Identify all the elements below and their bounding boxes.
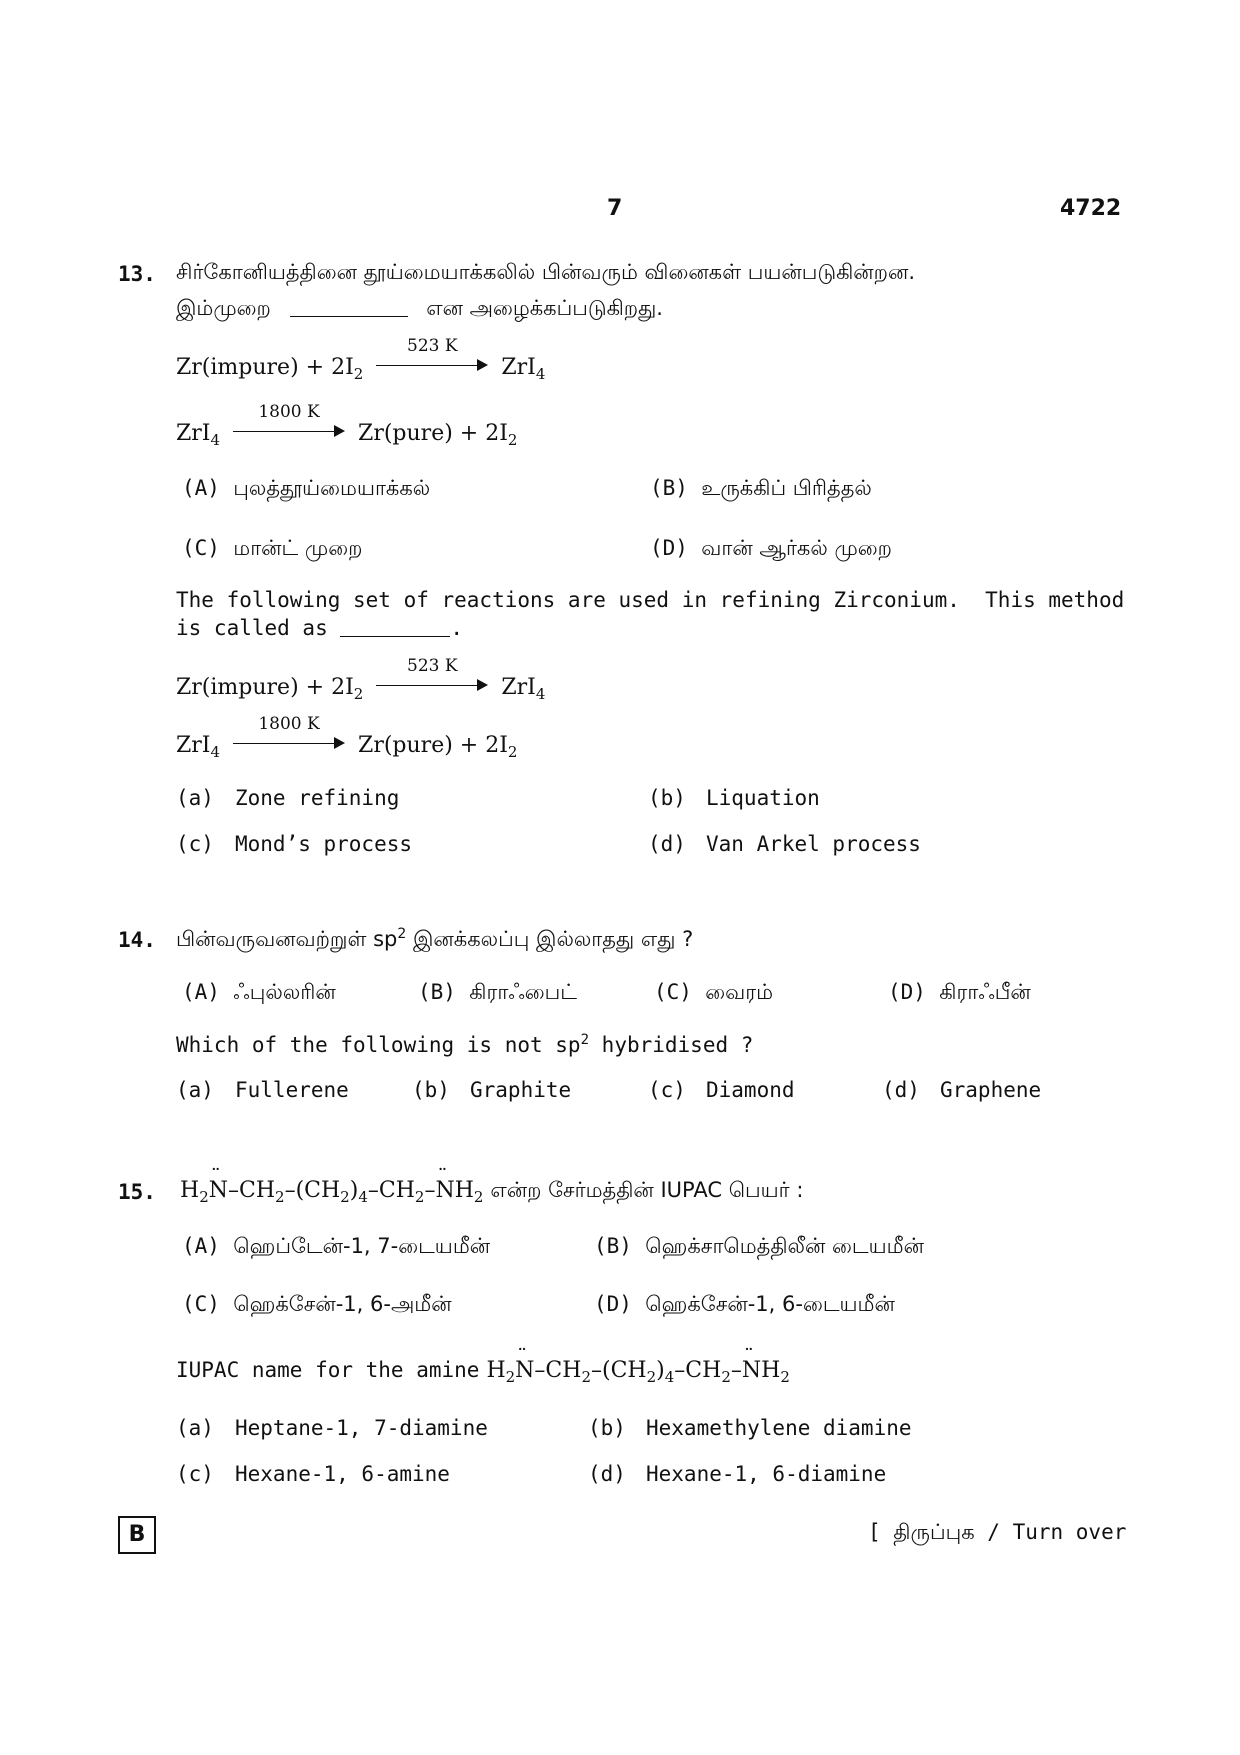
q15-formula: $H_2¨$ $N-CH_2-(CH_2)_4-CH_2-¨$ $NH_2$ (180, 1178, 483, 1203)
q15-english-option-d: (d) (588, 1462, 626, 1486)
q15-english-question: IUPAC name for the amine $H_2¨$ $N-CH_2-(CH_2)_4-CH_2-¨$ $NH_2$ (176, 1358, 790, 1386)
q13-tamil-line1: சிர்கோனியத்தினை தூய்மையாக்கலில் பின்வரும் வினைகள் பயன்படுகின்றன. (176, 260, 916, 284)
reaction-arrow: 1800 K (233, 736, 345, 750)
q13-tamil-equation-2: ZrI$_4$ 1800 K Zr(pure) + $2I_2$ (176, 402, 518, 449)
q15-english-option-a-text: Heptane-1, 7-diamine (235, 1416, 488, 1440)
q13-tamil-equation-1: Zr(impure) + $2I_2$ 523 K ZrI$_4$ (176, 336, 546, 383)
q13-english-option-b: (b) (648, 786, 686, 810)
question-number-14: 14. (118, 928, 156, 952)
q15-tamil-question: $H_2¨$ $N-CH_2-(CH_2)_4-CH_2-¨$ $NH_2$ என்ற சேர்மத்தின் IUPAC பெயர் : (180, 1178, 803, 1206)
q15-tamil-option-c: (C) ஹெக்சேன்-1, 6-அமீன் (182, 1292, 452, 1316)
q15-tamil-option-b: (B) ஹெக்சாமெத்திலீன் டையமீன் (594, 1234, 924, 1258)
q13-tamil-option-b: (B) உருக்கிப் பிரித்தல் (650, 476, 872, 500)
q13-tamil-option-a: (A) புலத்தூய்மையாக்கல் (182, 476, 431, 500)
q15-english-option-d-text: Hexane-1, 6-diamine (646, 1462, 887, 1486)
page-number: 7 (607, 196, 623, 221)
q13-tamil-option-d: (D) வான் ஆர்கல் முறை (650, 536, 892, 560)
q13-english-option-a-text: Zone refining (235, 786, 400, 810)
q14-english-option-c-text: Diamond (706, 1078, 795, 1102)
q14-tamil-option-a: (A) ஃபுல்லரின் (182, 980, 336, 1004)
q15-formula: $H_2¨$ $N-CH_2-(CH_2)_4-CH_2-¨$ $NH_2$ (486, 1358, 789, 1383)
q13-english-option-d-text: Van Arkel process (706, 832, 921, 856)
booklet-code-box: B (118, 1516, 156, 1554)
q13-english-option-b-text: Liquation (706, 786, 820, 810)
reaction-arrow: 523 K (376, 678, 488, 692)
q15-english-option-a: (a) (176, 1416, 214, 1440)
q13-english-equation-1: Zr(impure) + $2I_2$ 523 K ZrI$_4$ (176, 656, 546, 703)
q13-tamil-line2: இம்முறை என அழைக்கப்படுகிறது. (176, 296, 663, 320)
q15-tamil-option-a: (A) ஹெப்டேன்-1, 7-டையமீன் (182, 1234, 491, 1258)
q14-english-option-b: (b) (412, 1078, 450, 1102)
q14-english-option-a-text: Fullerene (235, 1078, 349, 1102)
q14-tamil-question: பின்வருவனவற்றுள் $sp^2$ இனக்கலப்பு இல்லாதது எது ? (176, 926, 694, 951)
q13-english-option-a: (a) (176, 786, 214, 810)
reaction-arrow: 523 K (376, 358, 488, 372)
q13-english-line2: is called as . (176, 616, 464, 640)
reaction-arrow: 1800 K (233, 424, 345, 438)
q14-tamil-option-c: (C) வைரம் (654, 980, 774, 1004)
q13-english-equation-2: ZrI$_4$ 1800 K Zr(pure) + $2I_2$ (176, 714, 518, 761)
q14-tamil-option-d: (D) கிராஃபீன் (888, 980, 1031, 1004)
question-number-15: 15. (118, 1180, 156, 1204)
q13-english-option-d: (d) (648, 832, 686, 856)
q14-english-option-d-text: Graphene (940, 1078, 1042, 1102)
q15-english-option-c-text: Hexane-1, 6-amine (235, 1462, 450, 1486)
q13-english-option-c-text: Mond’s process (235, 832, 413, 856)
q13-english-option-c: (c) (176, 832, 214, 856)
q14-english-question: Which of the following is not $sp^2$ hybridised ? (176, 1032, 754, 1057)
q13-tamil-option-c: (C) மான்ட் முறை (182, 536, 363, 560)
q15-english-option-b-text: Hexamethylene diamine (646, 1416, 912, 1440)
question-number-13: 13. (118, 262, 156, 286)
q15-tamil-option-d: (D) ஹெக்சேன்-1, 6-டையமீன் (594, 1292, 895, 1316)
q14-english-option-c: (c) (648, 1078, 686, 1102)
q15-english-option-c: (c) (176, 1462, 214, 1486)
q15-english-option-b: (b) (588, 1416, 626, 1440)
q14-tamil-option-b: (B) கிராஃபைட் (418, 980, 578, 1004)
q14-english-option-d: (d) (882, 1078, 920, 1102)
q13-english-line1: The following set of reactions are used in refining Zirconium. This method (176, 588, 1125, 612)
paper-code: 4722 (1060, 196, 1122, 221)
q14-english-option-a: (a) (176, 1078, 214, 1102)
turn-over-text: [ திருப்புக / Turn over (868, 1520, 1127, 1544)
q14-english-option-b-text: Graphite (470, 1078, 572, 1102)
